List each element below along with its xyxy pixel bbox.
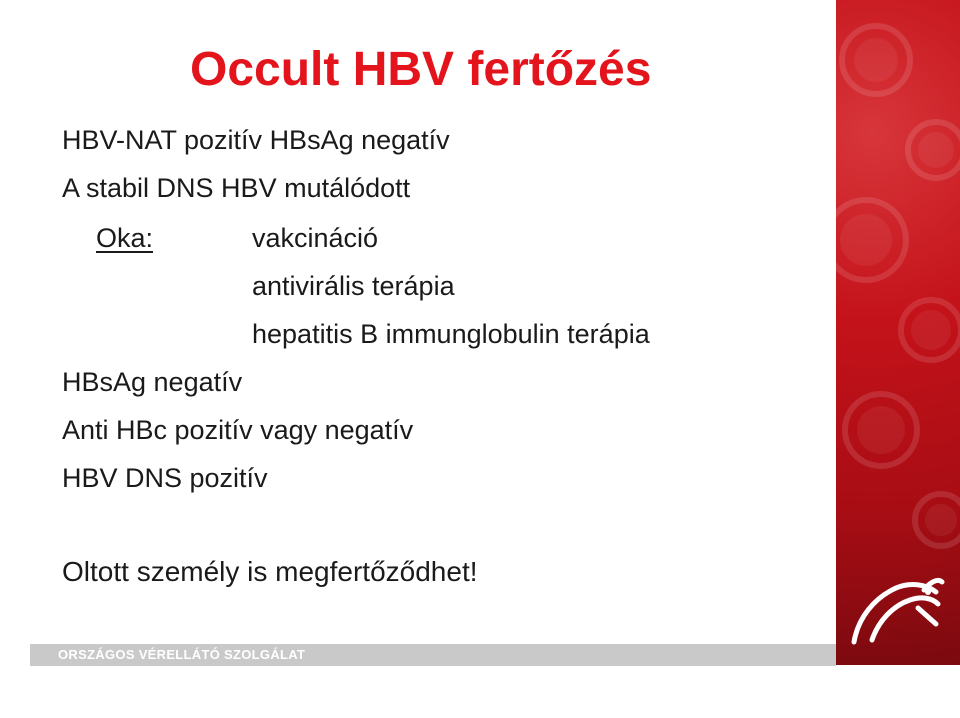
cause-item: vakcináció	[252, 223, 379, 253]
conclusion-text: Oltott személy is megfertőződhet!	[62, 556, 478, 587]
pelican-logo-icon	[836, 562, 946, 648]
footer-bar	[30, 644, 836, 666]
organization-name: ORSZÁGOS VÉRELLÁTÓ SZOLGÁLAT	[58, 647, 306, 662]
cause-item: antivirális terápia	[252, 271, 455, 301]
finding-line: Anti HBc pozitív vagy negatív	[62, 415, 414, 445]
cause-label: Oka:	[96, 223, 154, 253]
text-line: HBV-NAT pozitív HBsAg negatív	[62, 125, 450, 155]
slide-title: Occult HBV fertőzés	[190, 43, 652, 96]
finding-line: HBV DNS pozitív	[62, 463, 268, 493]
finding-line: HBsAg negatív	[62, 367, 243, 397]
text-line: A stabil DNS HBV mutálódott	[62, 173, 411, 203]
cause-item: hepatitis B immunglobulin terápia	[252, 319, 650, 349]
